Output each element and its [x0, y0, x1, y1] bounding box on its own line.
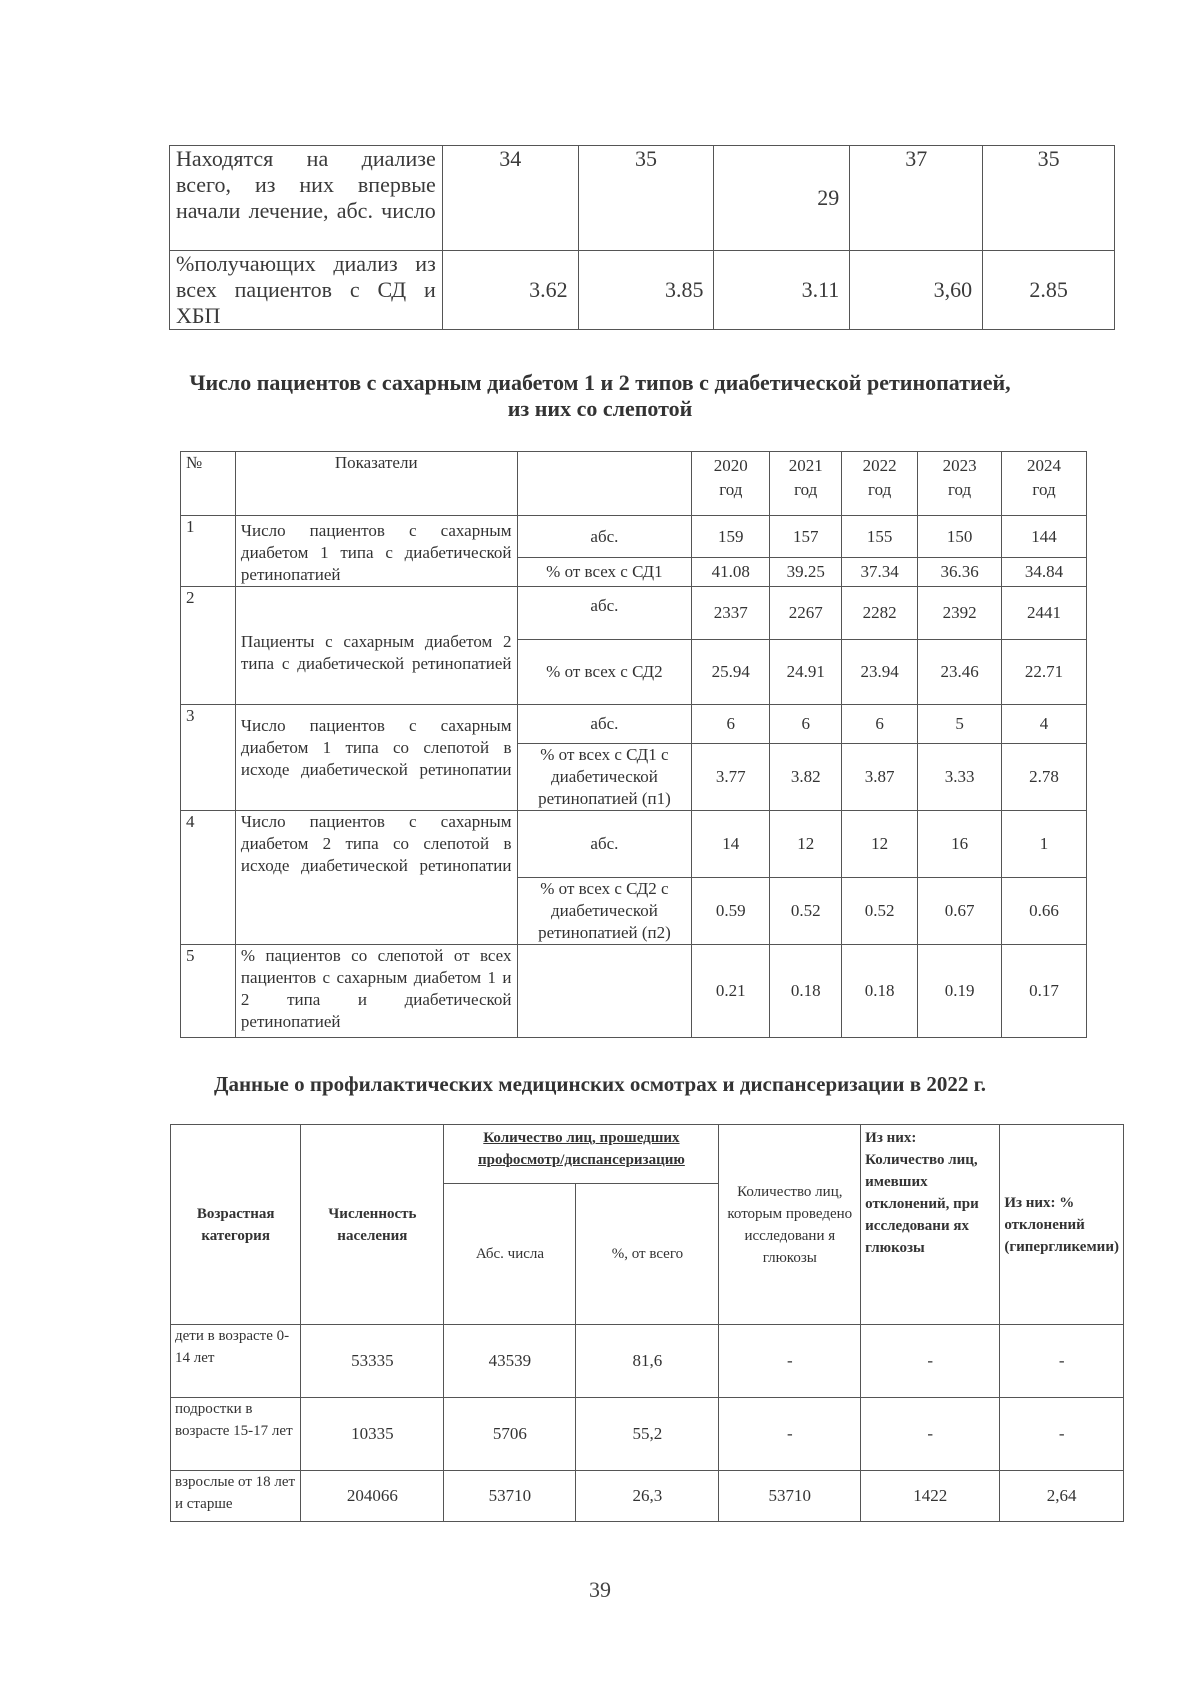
cell-value: 23.94: [842, 640, 918, 705]
cell-value: -: [719, 1325, 861, 1398]
row-label: % пациентов со слепотой от всех пациентов с сахарным диабетом 1 и 2 типа и диабетической ретинопатией: [235, 945, 517, 1038]
cell-value: 14: [692, 811, 770, 878]
checkups-table: [170, 1124, 1124, 1522]
section-heading: Данные о профилактических медицинских осмотрах и диспансеризации в 2022 г.: [214, 1072, 986, 1096]
cell-value: 3.85: [578, 251, 714, 330]
cell-value: 36.36: [918, 558, 1002, 587]
header-year: 2020 год: [692, 452, 770, 516]
header-indicators: Показатели: [235, 452, 517, 516]
cell-value: 39.25: [770, 558, 842, 587]
header-measure: [517, 452, 692, 516]
cell-value: -: [861, 1325, 1000, 1398]
cell-value: 0.18: [842, 945, 918, 1038]
cell-value: 16: [918, 811, 1002, 878]
cell-value: 3.11: [714, 251, 850, 330]
cell-value: 150: [918, 516, 1002, 558]
row-label: Находятся на диализе всего, из них впервые начали лечение, абс. число: [170, 146, 443, 251]
cell-value: 1: [1002, 811, 1087, 878]
row-label: %получающих диализ из всех пациентов с СД и ХБП: [170, 251, 443, 330]
row-no: 4: [181, 811, 236, 945]
table-row: [181, 705, 1087, 744]
cell-value: 2441: [1002, 587, 1087, 640]
retinopathy-table: [180, 451, 1087, 1038]
table-row: [181, 516, 1087, 558]
cell-value: 0.67: [918, 878, 1002, 945]
table-header-row: [181, 452, 1087, 516]
cell-value: 6: [692, 705, 770, 744]
heading-line: Число пациентов с сахарным диабетом 1 и 2 типов с диабетической ретинопатией,: [189, 370, 1011, 395]
cell-value: 204066: [301, 1471, 444, 1522]
header-year: 2023 год: [918, 452, 1002, 516]
cell-value: 81,6: [576, 1325, 719, 1398]
row-label: Пациенты с сахарным диабетом 2 типа с диабетической ретинопатией: [235, 587, 517, 705]
cell-value: 2337: [692, 587, 770, 640]
page-number: 39: [589, 1577, 611, 1602]
header-year: 2024 год: [1002, 452, 1087, 516]
row-measure: % от всех с СД1: [517, 558, 692, 587]
table-row: [171, 1398, 1124, 1471]
dialysis-table: [169, 145, 1115, 330]
cell-value: 157: [770, 516, 842, 558]
cell-value: 55,2: [576, 1398, 719, 1471]
cell-value: 6: [842, 705, 918, 744]
table-header-row: [171, 1125, 1124, 1184]
cell-value: 34: [442, 146, 578, 251]
cell-value: 3,60: [850, 251, 983, 330]
cell-value: 5706: [444, 1398, 576, 1471]
cell-value: 24.91: [770, 640, 842, 705]
table-row: [171, 1471, 1124, 1522]
cell-value: 2,64: [1000, 1471, 1124, 1522]
cell-value: 41.08: [692, 558, 770, 587]
header-abs: Абс. числа: [444, 1184, 576, 1325]
cell-value: 0.52: [842, 878, 918, 945]
cell-value: 0.59: [692, 878, 770, 945]
header-glucose: Количество лиц, которым проведено исследовани я глюкозы: [719, 1125, 861, 1325]
row-measure: [517, 945, 692, 1038]
cell-value: 23.46: [918, 640, 1002, 705]
row-category: подростки в возрасте 15-17 лет: [171, 1398, 301, 1471]
cell-value: 25.94: [692, 640, 770, 705]
header-examined: Количество лиц, прошедших профосмотр/диспансеризацию: [444, 1125, 719, 1184]
cell-value: 0.66: [1002, 878, 1087, 945]
cell-value: 4: [1002, 705, 1087, 744]
cell-value: -: [861, 1398, 1000, 1471]
cell-value: 3.77: [692, 744, 770, 811]
cell-value: 2267: [770, 587, 842, 640]
cell-value: 2.85: [983, 251, 1115, 330]
header-percent: %, от всего: [576, 1184, 719, 1325]
cell-value: 43539: [444, 1325, 576, 1398]
cell-value: 26,3: [576, 1471, 719, 1522]
row-category: дети в возрасте 0-14 лет: [171, 1325, 301, 1398]
row-measure: % от всех с СД1 с диабетической ретинопатией (п1): [517, 744, 692, 811]
section-heading: [0, 370, 1200, 422]
row-measure: % от всех с СД2: [517, 640, 692, 705]
row-no: 2: [181, 587, 236, 705]
cell-value: 3.62: [442, 251, 578, 330]
cell-value: 53710: [444, 1471, 576, 1522]
cell-value: 2.78: [1002, 744, 1087, 811]
cell-value: 0.19: [918, 945, 1002, 1038]
cell-value: 34.84: [1002, 558, 1087, 587]
cell-value: 2392: [918, 587, 1002, 640]
table-row: [170, 146, 1115, 251]
row-label: Число пациентов с сахарным диабетом 1 типа со слепотой в исходе диабетической ретинопатии: [235, 705, 517, 811]
cell-value: 37: [850, 146, 983, 251]
cell-value: 0.17: [1002, 945, 1087, 1038]
row-no: 5: [181, 945, 236, 1038]
cell-value: 0.52: [770, 878, 842, 945]
cell-value: 1422: [861, 1471, 1000, 1522]
row-label: Число пациентов с сахарным диабетом 1 типа с диабетической ретинопатией: [235, 516, 517, 587]
header-deviations-pct: Из них: % отклонений (гипергликемии): [1000, 1125, 1124, 1325]
cell-value: 2282: [842, 587, 918, 640]
cell-value: 35: [983, 146, 1115, 251]
header-year: 2021 год: [770, 452, 842, 516]
cell-value: 53710: [719, 1471, 861, 1522]
table-row: [181, 587, 1087, 640]
header-no: №: [181, 452, 236, 516]
row-measure: абс.: [517, 587, 692, 640]
header-population: Численность населения: [301, 1125, 444, 1325]
row-category: взрослые от 18 лет и старше: [171, 1471, 301, 1522]
header-category: Возрастная категория: [171, 1125, 301, 1325]
row-measure: % от всех с СД2 с диабетической ретинопатией (п2): [517, 878, 692, 945]
cell-value: 6: [770, 705, 842, 744]
cell-value: 0.18: [770, 945, 842, 1038]
table-row: [171, 1325, 1124, 1398]
cell-value: 3.87: [842, 744, 918, 811]
cell-value: 3.33: [918, 744, 1002, 811]
cell-value: 10335: [301, 1398, 444, 1471]
heading-line: из них со слепотой: [507, 396, 693, 421]
cell-value: 22.71: [1002, 640, 1087, 705]
cell-value: 144: [1002, 516, 1087, 558]
row-measure: абс.: [517, 705, 692, 744]
cell-value: 53335: [301, 1325, 444, 1398]
cell-value: 0.21: [692, 945, 770, 1038]
row-measure: абс.: [517, 516, 692, 558]
cell-value: 12: [770, 811, 842, 878]
cell-value: 12: [842, 811, 918, 878]
cell-value: 35: [578, 146, 714, 251]
cell-value: 37.34: [842, 558, 918, 587]
header-year: 2022 год: [842, 452, 918, 516]
cell-value: 3.82: [770, 744, 842, 811]
header-deviations: Из них: Количество лиц, имевших отклонений, при исследовани ях глюкозы: [861, 1125, 1000, 1325]
cell-value: 29: [714, 146, 850, 251]
cell-value: -: [1000, 1398, 1124, 1471]
table-row: [170, 251, 1115, 330]
row-no: 1: [181, 516, 236, 587]
row-label: Число пациентов с сахарным диабетом 2 типа со слепотой в исходе диабетической ретинопатии: [235, 811, 517, 945]
cell-value: -: [1000, 1325, 1124, 1398]
cell-value: 159: [692, 516, 770, 558]
cell-value: 155: [842, 516, 918, 558]
cell-value: 5: [918, 705, 1002, 744]
row-measure: абс.: [517, 811, 692, 878]
cell-value: -: [719, 1398, 861, 1471]
table-row: [181, 945, 1087, 1038]
row-no: 3: [181, 705, 236, 811]
table-row: [181, 811, 1087, 878]
